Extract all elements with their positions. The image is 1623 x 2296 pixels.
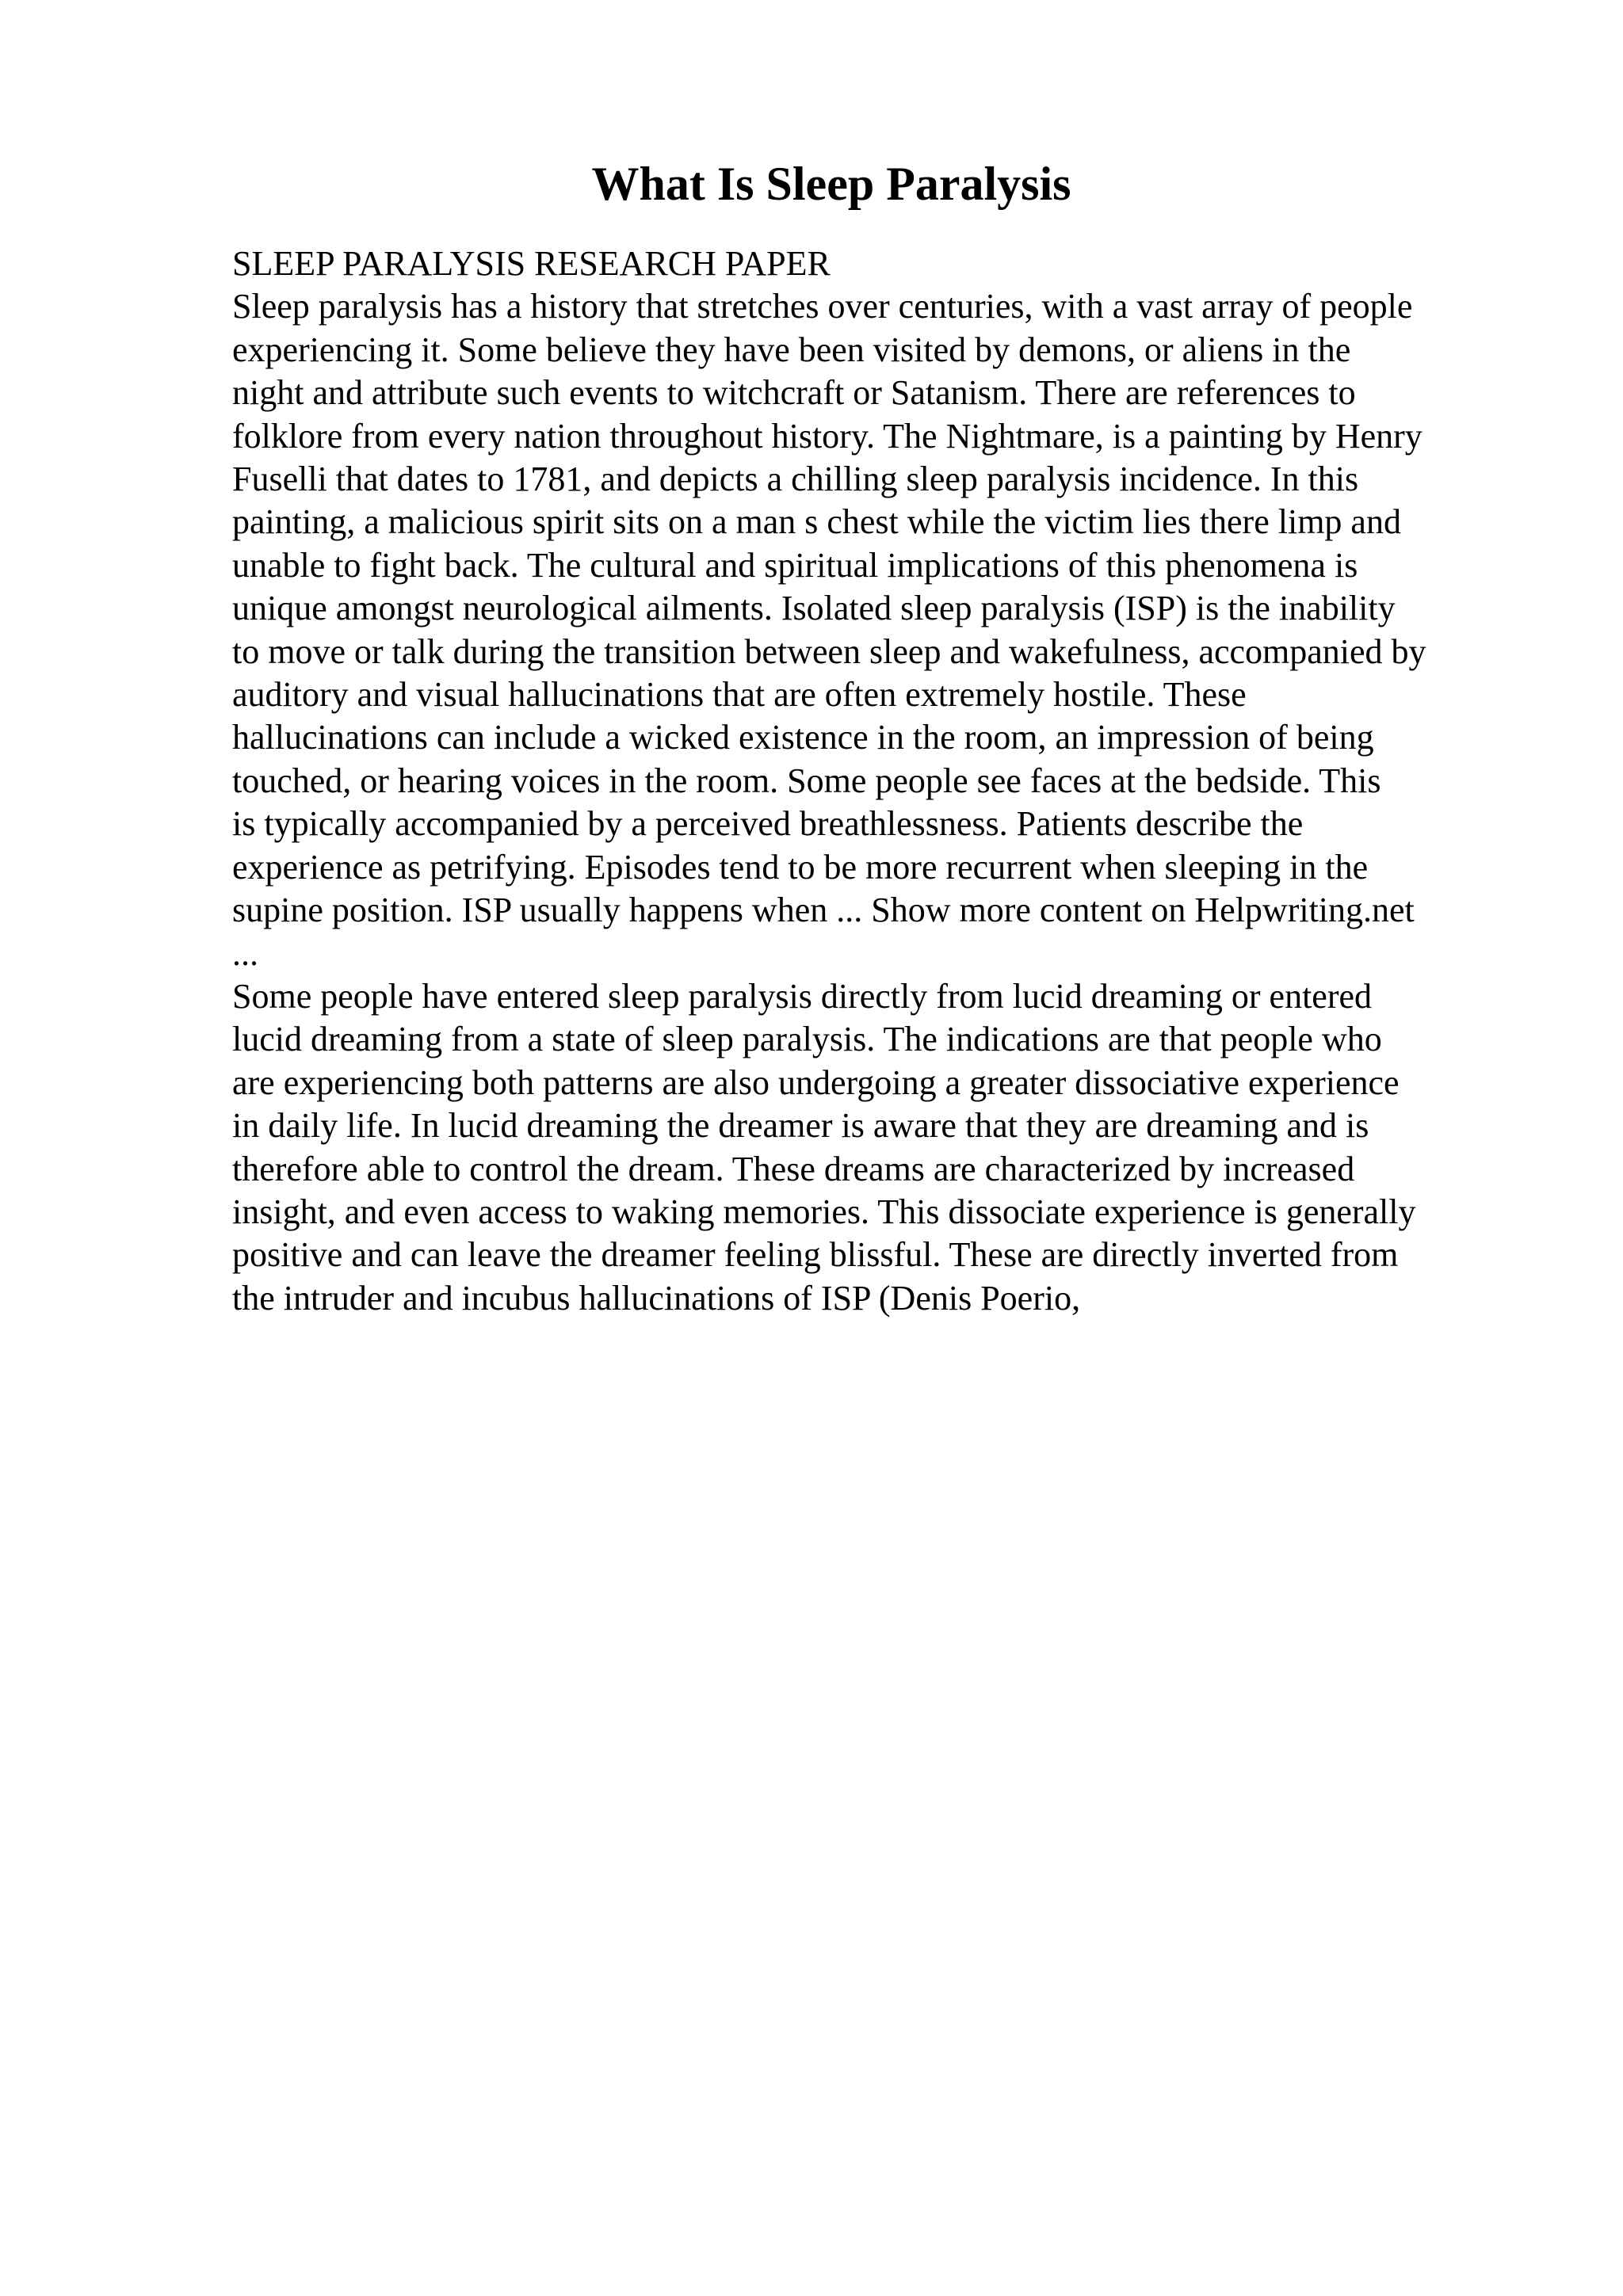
text-line: the intruder and incubus hallucinations of ISP (Denis Poerio, bbox=[232, 1278, 1081, 1318]
text-line: experience as petrifying. Episodes tend to be more recurrent when sleeping in the bbox=[232, 847, 1369, 887]
text-line: ... bbox=[232, 933, 258, 973]
text-line: painting, a malicious spirit sits on a man s chest while the victim lies there limp and bbox=[232, 502, 1401, 542]
text-line: is typically accompanied by a perceived breathlessness. Patients describe the bbox=[232, 804, 1304, 844]
text-line: lucid dreaming from a state of sleep paralysis. The indications are that people who bbox=[232, 1020, 1382, 1059]
text-line: hallucinations can include a wicked existence in the room, an impression of being bbox=[232, 718, 1374, 757]
text-line: positive and can leave the dreamer feeling blissful. These are directly inverted from bbox=[232, 1235, 1399, 1275]
text-line: to move or talk during the transition between sleep and wakefulness, accompanied by bbox=[232, 631, 1426, 671]
text-line: touched, or hearing voices in the room. Some people see faces at the bedside. This bbox=[232, 761, 1381, 800]
text-line: therefore able to control the dream. These dreams are characterized by increased bbox=[232, 1149, 1355, 1188]
text-line: unique amongst neurological ailments. Isolated sleep paralysis (ISP) is the inability bbox=[232, 589, 1396, 628]
text-line: folklore from every nation throughout history. The Nightmare, is a painting by Henry bbox=[232, 416, 1423, 456]
text-line: supine position. ISP usually happens when ... Show more content on Helpwriting.net bbox=[232, 891, 1415, 930]
document-body bbox=[232, 242, 1516, 1320]
text-line: Sleep paralysis has a history that stretches over centuries, with a vast array of people bbox=[232, 287, 1413, 326]
text-line: are experiencing both patterns are also undergoing a greater dissociative experience bbox=[232, 1062, 1400, 1102]
text-line: SLEEP PARALYSIS RESEARCH PAPER bbox=[232, 244, 831, 283]
text-line: auditory and visual hallucinations that are often extremely hostile. These bbox=[232, 675, 1247, 715]
text-line: in daily life. In lucid dreaming the dreamer is aware that they are dreaming and is bbox=[232, 1106, 1369, 1146]
text-line: insight, and even access to waking memories. This dissociate experience is generally bbox=[232, 1192, 1416, 1231]
text-line: experiencing it. Some believe they have been visited by demons, or aliens in the bbox=[232, 330, 1351, 369]
text-line: Some people have entered sleep paralysis directly from lucid dreaming or entered bbox=[232, 976, 1373, 1016]
text-line: Fuselli that dates to 1781, and depicts a chilling sleep paralysis incidence. In this bbox=[232, 460, 1359, 499]
text-line: unable to fight back. The cultural and spiritual implications of this phenomena is bbox=[232, 545, 1358, 585]
text-line: night and attribute such events to witchcraft or Satanism. There are references to bbox=[232, 373, 1356, 413]
document-title: What Is Sleep Paralysis bbox=[591, 158, 1071, 210]
